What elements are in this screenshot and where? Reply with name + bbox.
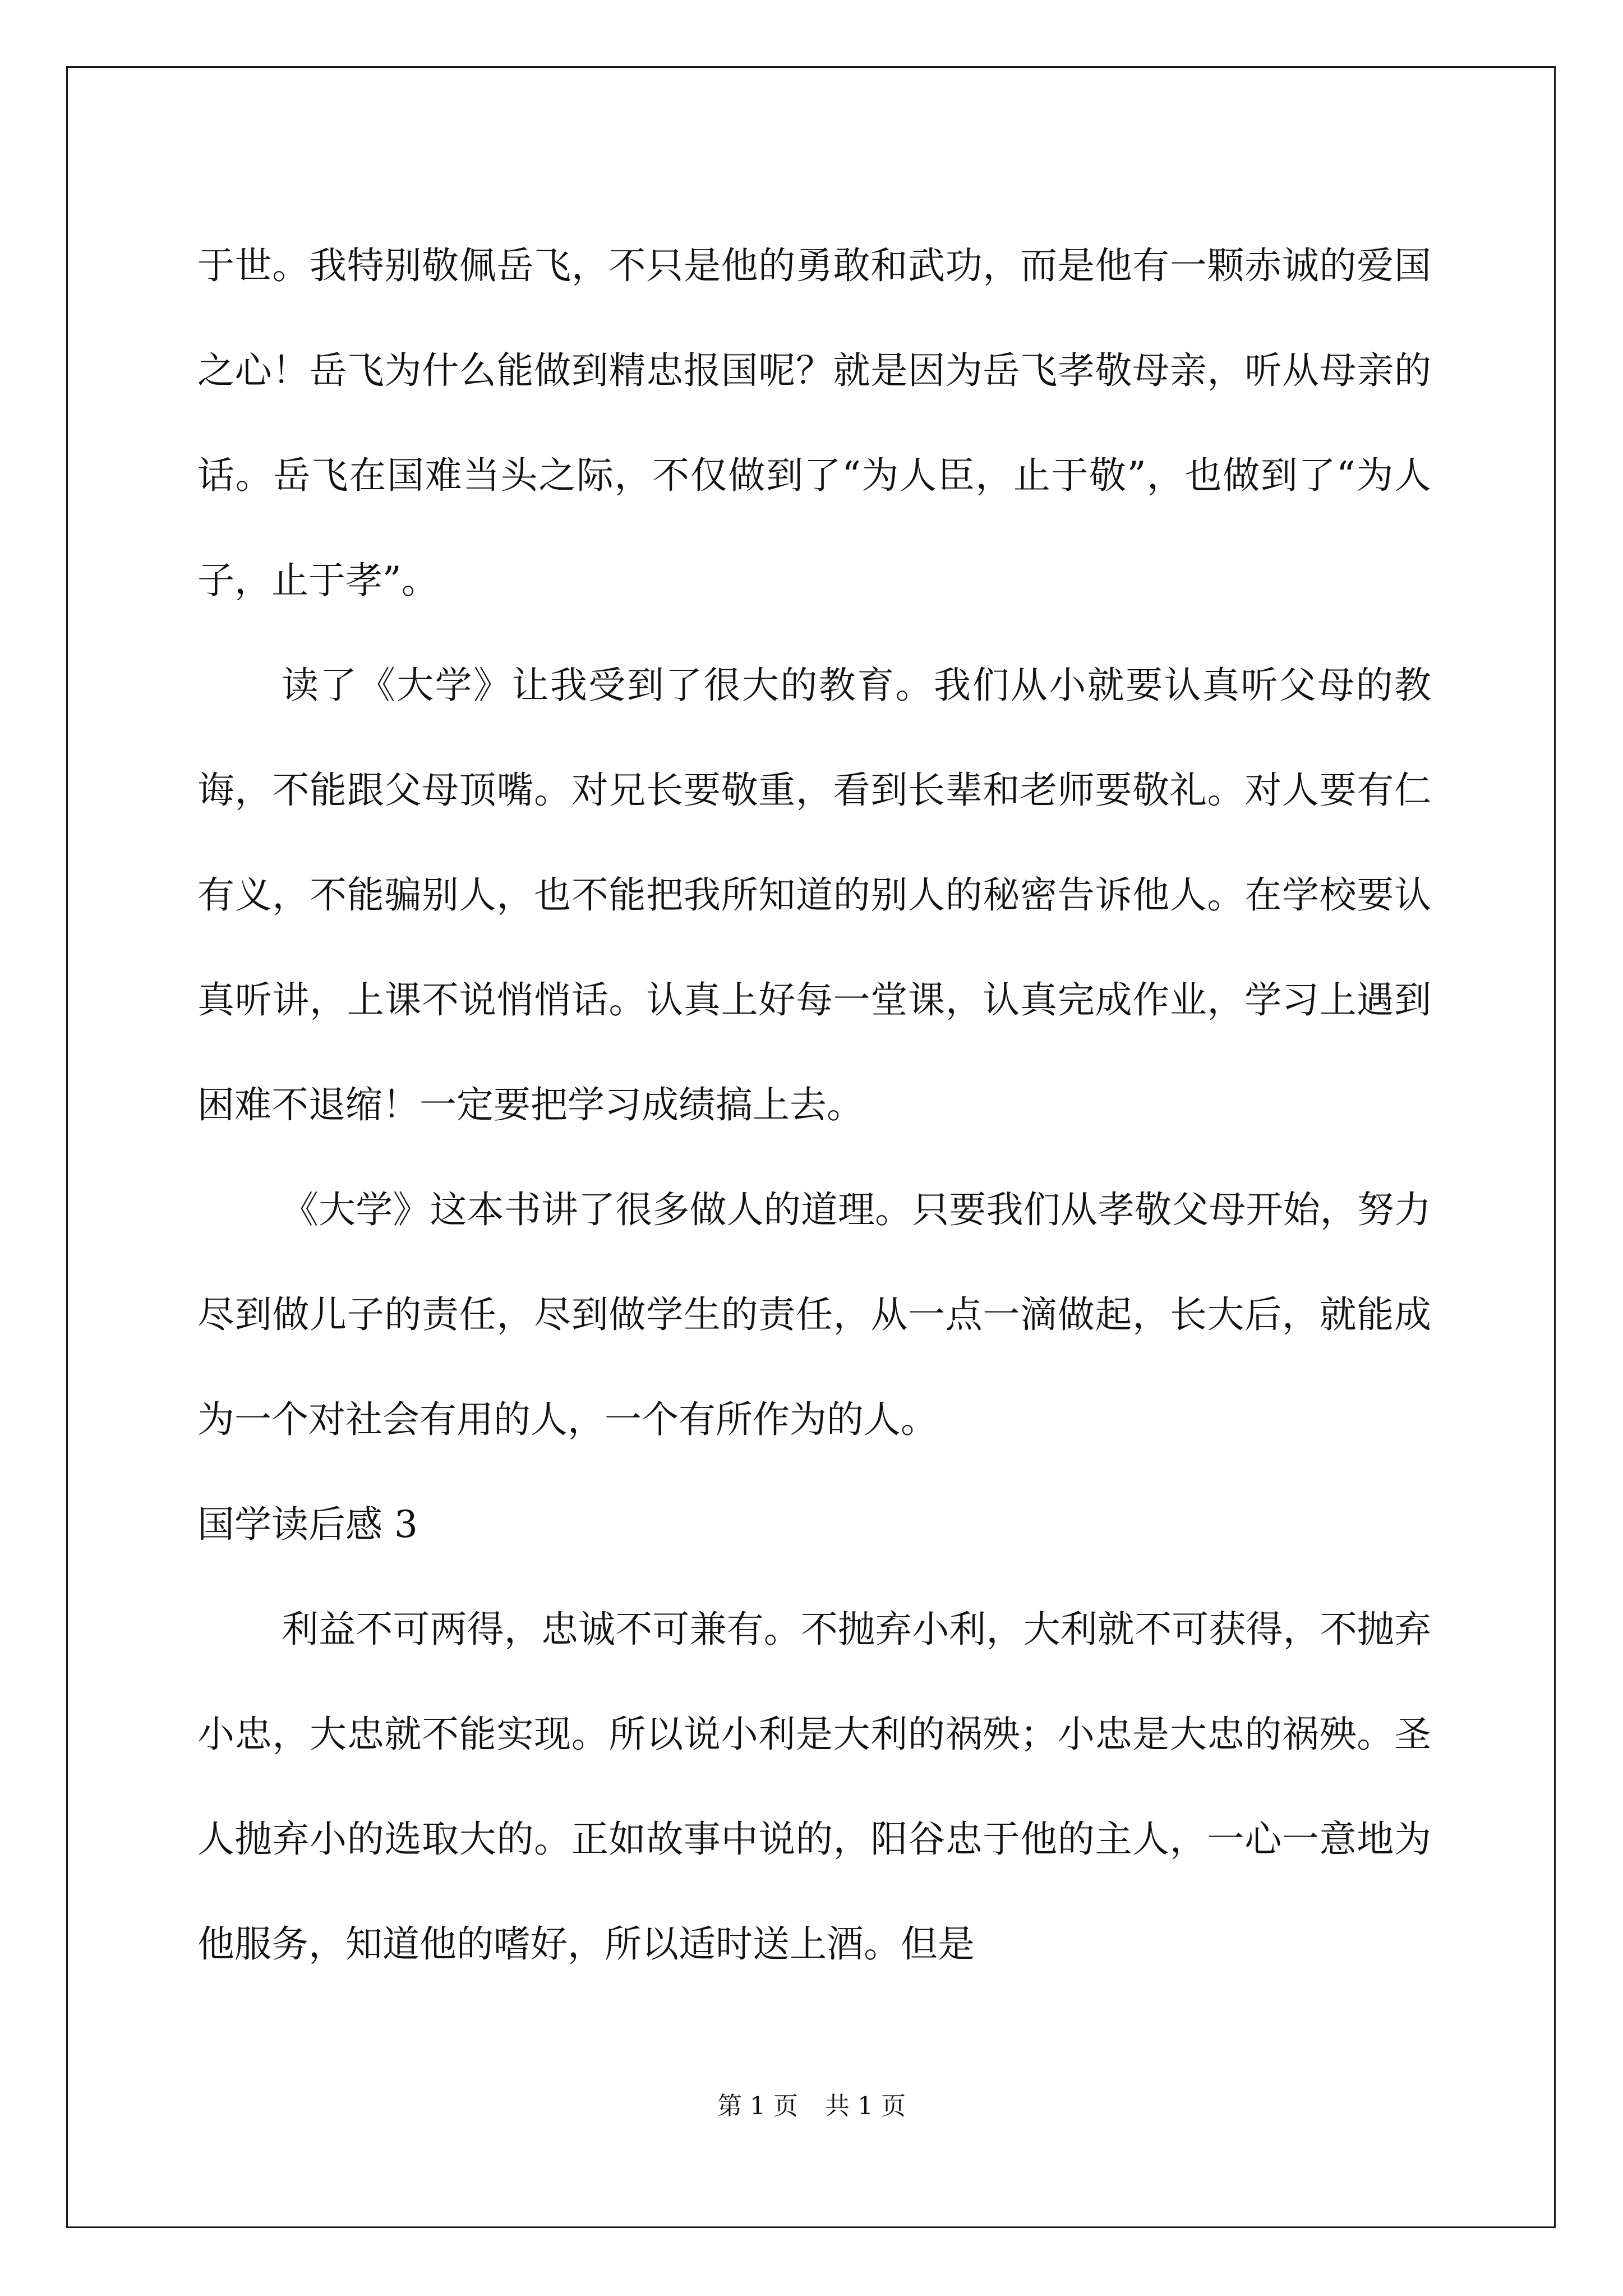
section-heading: 国学读后感 3 — [197, 1503, 418, 1546]
document-body — [197, 213, 1431, 1996]
paragraph-3: 《大学》这本书讲了很多做人的道理。只要我们从孝敬父母开始，努力尽到做儿子的责任，尽到做学生的责任，从一点一滴做起，长大后，就能成为一个对社会有用的人，一个有所作为的人。 — [197, 1188, 1431, 1441]
paragraph-2: 读了《大学》让我受到了很大的教育。我们从小就要认真听父母的教诲，不能跟父母顶嘴。对兄长要敬重，看到长辈和老师要敬礼。对人要有仁有义，不能骗别人，也不能把我所知道的别人的秘密告诉他人。在学校要认真听讲，上课不说悄悄话。认真上好每一堂课，认真完成作业，学习上遇到困难不退缩！一定要把学习成绩搞上去。 — [197, 664, 1431, 1126]
page-number: 第 1 页 — [717, 2092, 798, 2120]
paragraph-4: 利益不可两得，忠诚不可兼有。不抛弃小利，大利就不可获得，不抛弃小忠，大忠就不能实现。所以说小利是大利的祸殃；小忠是大忠的祸殃。圣人抛弃小的选取大的。正如故事中说的，阳谷忠于他的主人，一心一意地为他服务，知道他的嗜好，所以适时送上酒。但是 — [197, 1608, 1431, 1966]
page-footer — [0, 2086, 1623, 2122]
paragraph-1: 于世。我特别敬佩岳飞，不只是他的勇敢和武功，而是他有一颗赤诚的爱国之心！岳飞为什么能做到精忠报国呢？就是因为岳飞孝敬母亲，听从母亲的话。岳飞在国难当头之际，不仅做到了“为人臣，止于敬”，也做到了“为人子，止于孝”。 — [197, 244, 1431, 602]
page-total: 共 1 页 — [825, 2092, 906, 2120]
